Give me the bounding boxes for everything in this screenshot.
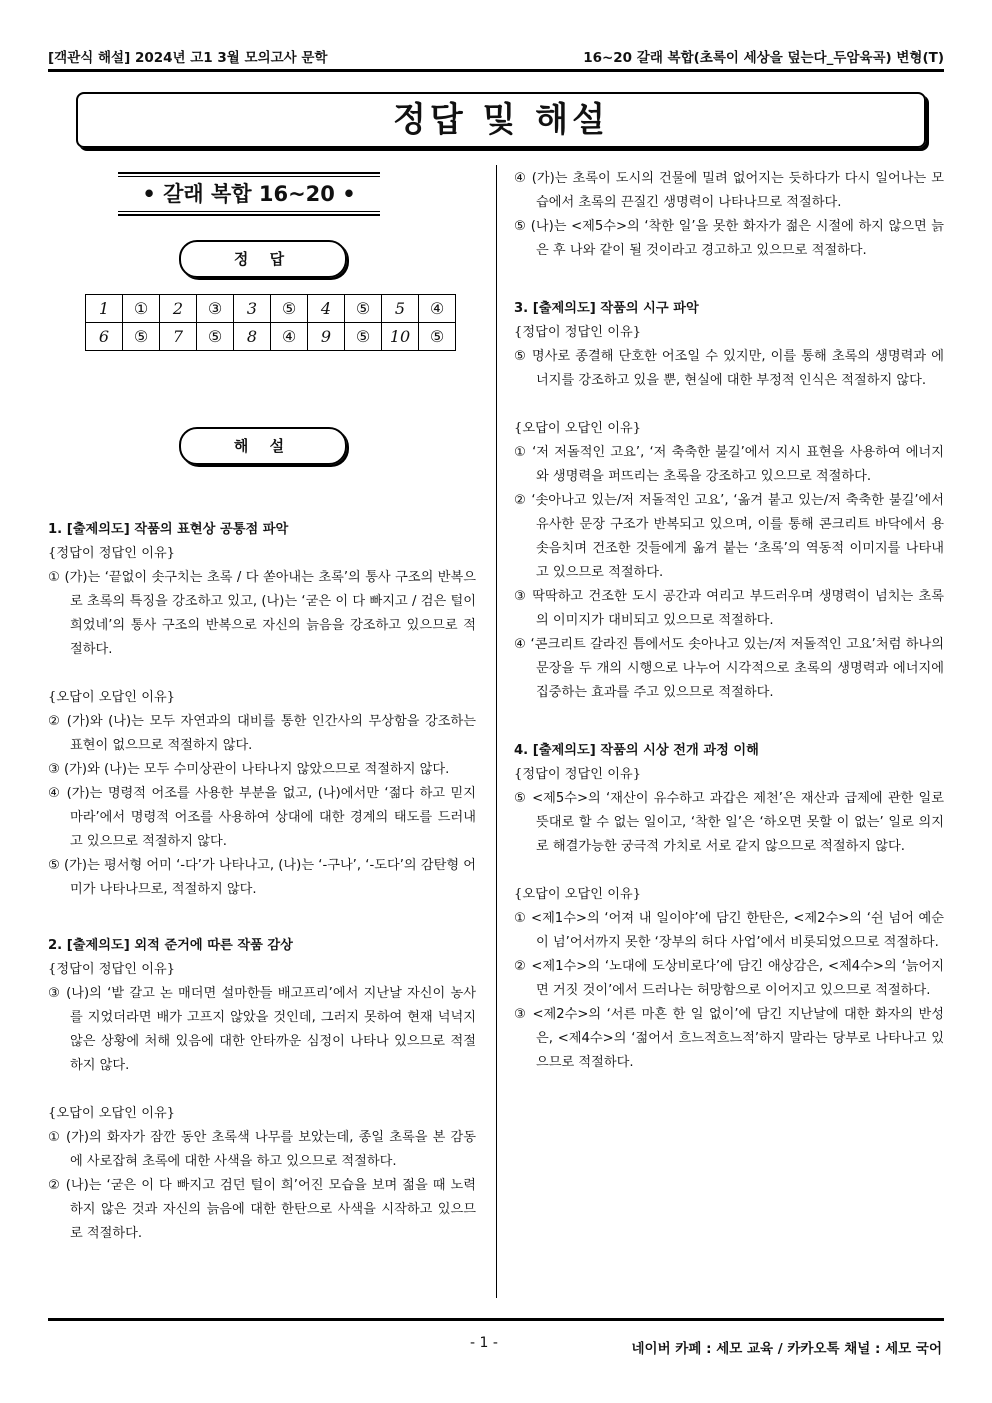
q1-sub-wrong: {오답이 오답인 이유} xyxy=(48,690,176,705)
q4-wrong-2: ② <제1수>의 ‘노대에 도상비로다’에 담긴 애상감은, <제4수>의 ‘늙어지면 거짓 것이’에서 드러나는 허망함으로 이어지고 있으므로 적절하다. xyxy=(514,959,944,998)
answer-cell: ⑤ xyxy=(123,323,160,351)
q1-wrong-2: ③ (가)와 (나)는 모두 수미상관이 나타나지 않았으므로 적절하지 않다. xyxy=(48,762,450,777)
q1-wrong-1: ② (가)와 (나)는 모두 자연과의 대비를 통한 인간사의 무상함을 강조하는 표현이 없으므로 적절하지 않다. xyxy=(48,714,476,753)
section-heading xyxy=(118,172,380,216)
answer-cell: ⑤ xyxy=(419,323,456,351)
title-box xyxy=(76,92,926,148)
q4-wrong-3: ③ <제2수>의 ‘서른 마흔 한 일 없이’에 담긴 지난날에 대한 화자의 반성은, <제4수>의 ‘젊어서 흐느적흐느적’하지 말라는 당부로 나타나고 있으므로 적절하다. xyxy=(514,1007,944,1070)
q4-answer: ⑤ <제5수>의 ‘재산이 유수하고 과갑은 제천’은 재산과 급제에 관한 일로 뜻대로 할 수 없는 일이고, ‘착한 일’은 ‘하오면 못할 이 없는’ 일로 의지로 해결가능한 궁극적 가치로 서로 같지 않으므로 적절하지 않다. xyxy=(514,791,944,854)
header-rule xyxy=(48,69,944,72)
left-column xyxy=(48,518,476,1246)
q2-wrong-2: ② (나)는 ‘굳은 이 다 빠지고 검던 털이 희’어진 모습을 보며 젊을 때 노력하지 않은 것과 자신의 늙음에 대한 한탄으로 사색을 시작하고 있으므로 적절하다. xyxy=(48,1178,476,1241)
answer-cell: ③ xyxy=(197,295,234,323)
answer-row-2 xyxy=(86,323,456,351)
answer-cell: 8 xyxy=(234,323,271,351)
q1-sub-correct: {정답이 정답인 이유} xyxy=(48,546,176,561)
page-number: - 1 - xyxy=(470,1335,498,1351)
answer-cell: ⑤ xyxy=(345,323,382,351)
page-header xyxy=(48,44,944,66)
section-title: • 갈래 복합 16~20 • xyxy=(142,182,356,206)
q3-wrong-3: ③ 딱딱하고 건조한 도시 공간과 여리고 부드러우며 생명력이 넘치는 초록의 이미지가 대비되고 있으므로 적절하다. xyxy=(514,589,944,628)
q1-answer: ① (가)는 ‘끝없이 솟구치는 초록 / 다 쏟아내는 초록’의 통사 구조의 반복으로 초록의 특징을 강조하고 있고, (나)는 ‘굳은 이 다 빠지고 / 검은 털이 희었네’의 통사 구조의 반복으로 자신의 늙음을 강조하고 있으므로 적절하다. xyxy=(48,570,476,657)
q3-wrong-4: ④ ‘콘크리트 갈라진 틈에서도 솟아나고 있는/저 저돌적인 고요’처럼 하나의 문장을 두 개의 시행으로 나누어 시각적으로 초록의 생명력과 에너지에 집중하는 효과를 주고 있으므로 적절하다. xyxy=(514,637,944,700)
answer-cell: 4 xyxy=(308,295,345,323)
answer-cell: ① xyxy=(123,295,160,323)
answer-cell: 9 xyxy=(308,323,345,351)
q1-heading: 1. [출제의도] 작품의 표현상 공통점 파악 xyxy=(48,522,289,537)
answer-cell: 2 xyxy=(160,295,197,323)
q2-wrong-1: ① (가)의 화자가 잠깐 동안 초록색 나무를 보았는데, 종일 초록을 본 감동에 사로잡혀 초록에 대한 사색을 하고 있으므로 적절하다. xyxy=(48,1130,476,1169)
header-right: 16~20 갈래 복합(초록이 세상을 덮는다_두암육곡) 변형(T) xyxy=(583,50,944,66)
footer-credit: 네이버 카페 : 세모 교육 / 카카오톡 채널 : 세모 국어 xyxy=(631,1341,942,1357)
q4-sub-correct: {정답이 정답인 이유} xyxy=(514,767,642,782)
q4-sub-wrong: {오답이 오답인 이유} xyxy=(514,887,642,902)
column-divider xyxy=(496,165,497,1298)
answer-cell: ④ xyxy=(419,295,456,323)
q2-heading: 2. [출제의도] 외적 준거에 따른 작품 감상 xyxy=(48,938,293,953)
answer-cell: 7 xyxy=(160,323,197,351)
header-left: [객관식 해설] 2024년 고1 3월 모의고사 문학 xyxy=(48,50,328,66)
answer-cell: ⑤ xyxy=(345,295,382,323)
q3-heading: 3. [출제의도] 작품의 시구 파악 xyxy=(514,301,699,316)
answer-table xyxy=(85,294,456,351)
q2-answer: ③ (나)의 ‘밭 갈고 논 매더면 설마한들 배고프리’에서 지난날 자신이 농사를 지었더라면 배가 고프지 않았을 것인데, 그러지 못하여 현재 넉넉지 않은 상황에 처해 있음에 대한 안타까운 심정이 나타나 있으므로 적절하지 않다. xyxy=(48,986,476,1073)
q2-wrong-4: ④ (가)는 초록이 도시의 건물에 밀려 없어지는 듯하다가 다시 일어나는 모습에서 초록의 끈질긴 생명력이 나타나므로 적절하다. xyxy=(514,171,944,210)
answer-cell: 1 xyxy=(86,295,123,323)
answer-cell: ④ xyxy=(271,323,308,351)
q2-wrong-5: ⑤ (나)는 <제5수>의 ‘착한 일’을 못한 화자가 젊은 시절에 하지 않으면 늙은 후 나와 같이 될 것이라고 경고하고 있으므로 적절하다. xyxy=(514,219,944,258)
answer-row-1 xyxy=(86,295,456,323)
q2-sub-wrong: {오답이 오답인 이유} xyxy=(48,1106,176,1121)
answer-cell: 5 xyxy=(382,295,419,323)
q4-heading: 4. [출제의도] 작품의 시상 전개 과정 이해 xyxy=(514,743,759,758)
q3-sub-wrong: {오답이 오답인 이유} xyxy=(514,421,642,436)
answer-cell: ⑤ xyxy=(197,323,234,351)
page-title: 정답 및 해설 xyxy=(393,100,609,140)
answer-cell: 6 xyxy=(86,323,123,351)
q1-wrong-3: ④ (가)는 명령적 어조를 사용한 부분을 없고, (나)에서만 ‘젊다 하고 믿지 마라’에서 명령적 어조를 사용하여 상대에 대한 경계의 태도를 드러내고 있으므로 적절하지 않다. xyxy=(48,786,476,849)
answer-cell: 3 xyxy=(234,295,271,323)
answer-cell: ⑤ xyxy=(271,295,308,323)
answer-label: 정 답 xyxy=(179,240,347,278)
answer-cell: 10 xyxy=(382,323,419,351)
q3-wrong-2: ② ‘솟아나고 있는/저 저돌적인 고요’, ‘옮겨 붙고 있는/저 축축한 불길’에서 유사한 문장 구조가 반복되고 있으며, 이를 통해 콘크리트 바닥에서 용솟음치며 건조한 것들에게 옮겨 붙는 ‘초록’의 역동적 이미지를 나타내고 있으므로 적절하다. xyxy=(514,493,944,580)
q1-wrong-4: ⑤ (가)는 평서형 어미 ‘-다’가 나타나고, (나)는 ‘-구나’, ‘-도다’의 감탄형 어미가 나타나므로, 적절하지 않다. xyxy=(48,858,476,897)
q4-wrong-1: ① <제1수>의 ‘어져 내 일이야’에 담긴 한탄은, <제2수>의 ‘쉰 넘어 예순이 넘’어서까지 못한 ‘장부의 허다 사업’에서 비롯되었으므로 적절하다. xyxy=(514,911,944,950)
explain-label: 해 설 xyxy=(179,427,347,465)
right-column xyxy=(514,167,944,1075)
footer-rule xyxy=(48,1318,944,1321)
q3-wrong-1: ① ‘저 저돌적인 고요’, ‘저 축축한 불길’에서 지시 표현을 사용하여 에너지와 생명력을 퍼뜨리는 초록을 강조하고 있으므로 적절하다. xyxy=(514,445,944,484)
q3-sub-correct: {정답이 정답인 이유} xyxy=(514,325,642,340)
q3-answer: ⑤ 명사로 종결해 단호한 어조일 수 있지만, 이를 통해 초록의 생명력과 에너지를 강조하고 있을 뿐, 현실에 대한 부정적 인식은 적절하지 않다. xyxy=(514,349,944,388)
q2-sub-correct: {정답이 정답인 이유} xyxy=(48,962,176,977)
